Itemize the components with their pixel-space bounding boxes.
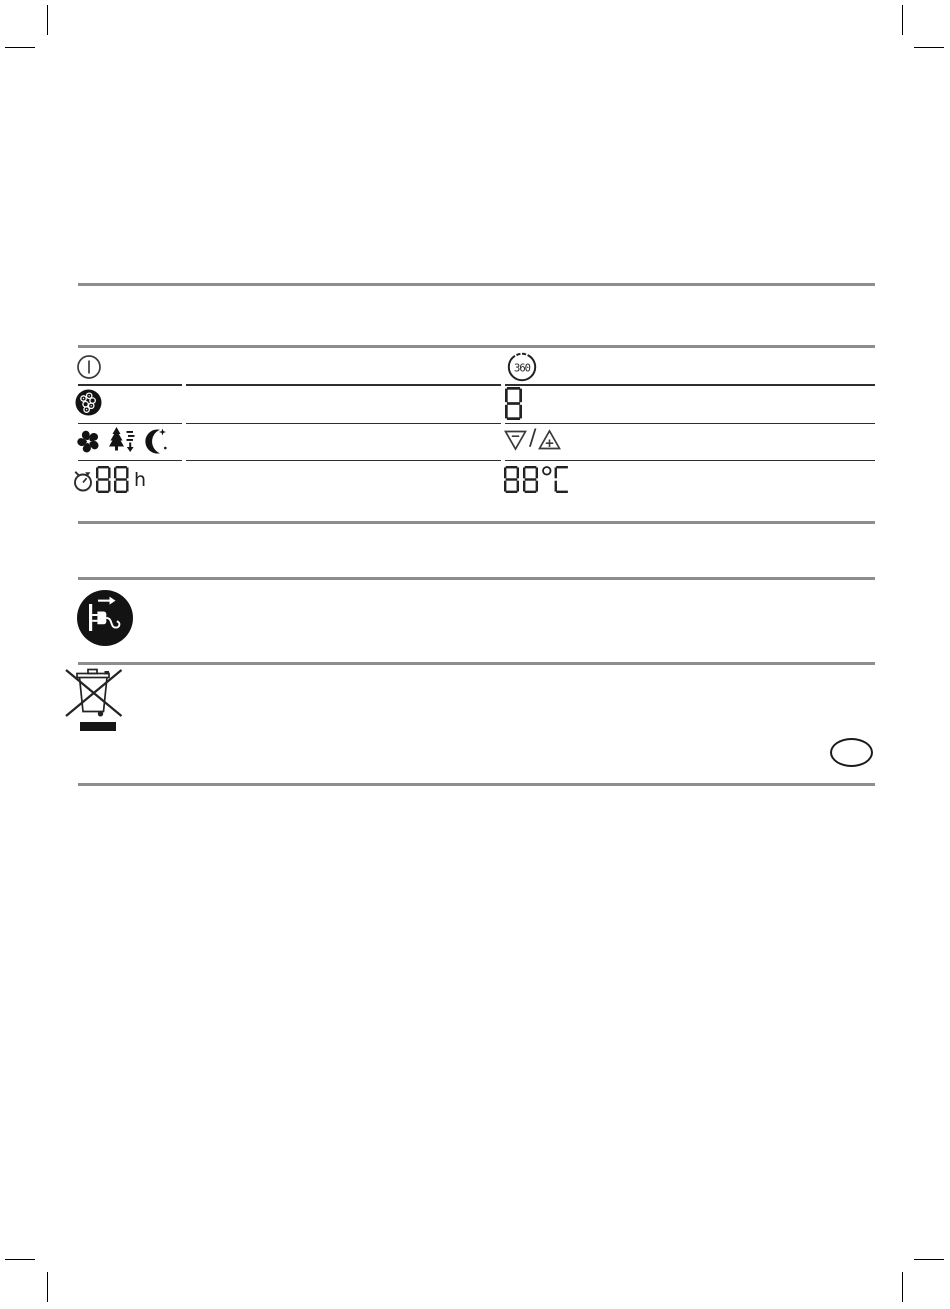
- tree-airflow-icon: [105, 425, 138, 458]
- section-divider: [78, 783, 875, 786]
- timer-hours-display: [96, 466, 146, 493]
- crescent-moon-sleep-icon: [140, 427, 168, 456]
- section-divider: [78, 577, 875, 580]
- table-row-divider: [505, 460, 875, 462]
- separator-slash: /: [529, 426, 537, 451]
- fan-icon: [75, 427, 102, 456]
- weee-black-bar: [80, 722, 116, 731]
- table-row-divider: [78, 423, 182, 425]
- allergen-particles-icon: [75, 389, 102, 416]
- crop-mark-top-left-h: [5, 47, 35, 48]
- table-row-divider: [78, 460, 182, 462]
- table-row-divider: [505, 423, 875, 425]
- table-row-divider: [186, 423, 501, 425]
- unplug-mandatory-icon: [75, 588, 135, 648]
- section-divider: [78, 283, 875, 286]
- empty-oval-outline: [830, 738, 873, 767]
- crop-mark-bottom-left-v: [47, 1272, 48, 1302]
- rotation-360-icon: [506, 351, 538, 383]
- weee-crossed-out-bin-icon: [64, 667, 126, 721]
- temperature-display: [504, 466, 574, 493]
- crop-mark-top-left-v: [47, 5, 48, 35]
- speed-digit-display: [505, 387, 526, 420]
- crop-mark-bottom-right-h: [914, 1259, 944, 1260]
- crop-mark-bottom-left-h: [5, 1259, 35, 1260]
- triangle-up-plus-icon: [538, 428, 561, 452]
- crop-mark-top-right-v: [902, 5, 903, 35]
- power-icon: [76, 354, 102, 380]
- speed-adjust-symbols: [504, 428, 561, 452]
- crop-mark-bottom-right-v: [902, 1272, 903, 1302]
- timer-hours-unit: h: [134, 469, 147, 491]
- section-divider: [78, 345, 875, 348]
- rotation-360-label: 360: [514, 362, 530, 375]
- table-row-divider: [505, 384, 875, 386]
- section-divider: [78, 662, 875, 665]
- timer-clock-icon: [72, 468, 96, 494]
- table-row-divider: [186, 460, 501, 462]
- triangle-down-minus-icon: [504, 428, 527, 452]
- crop-mark-top-right-h: [914, 47, 944, 48]
- table-row-divider: [186, 384, 501, 386]
- table-row-divider: [78, 384, 182, 386]
- section-divider: [78, 521, 875, 524]
